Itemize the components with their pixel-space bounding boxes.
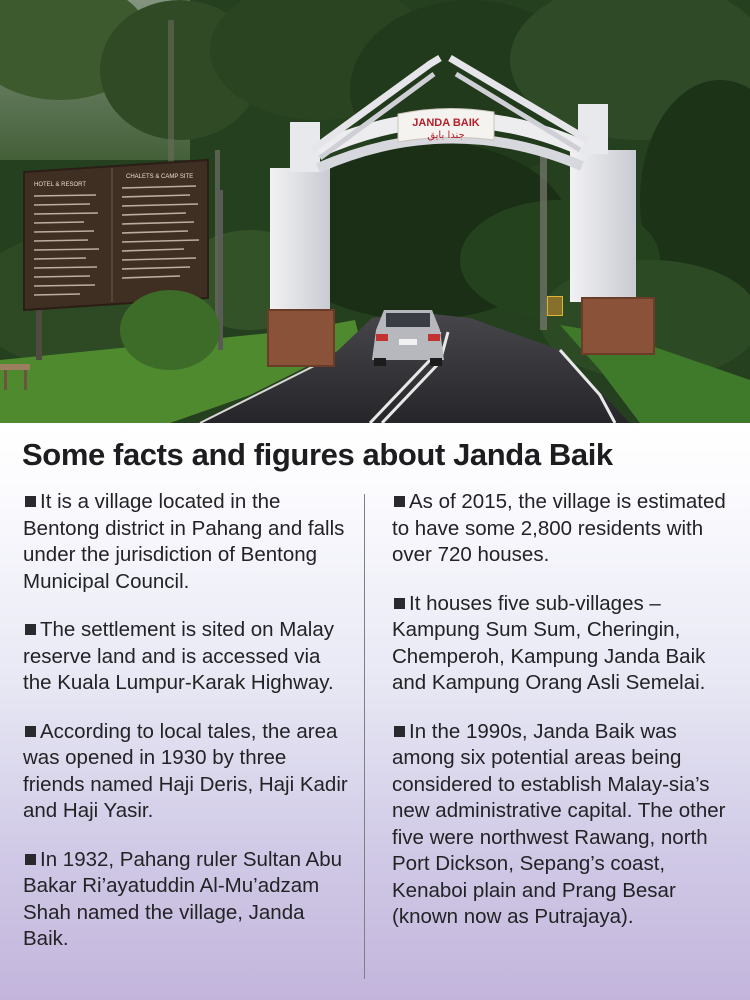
column-divider [364, 494, 365, 979]
fact-item [392, 489, 742, 569]
arch-sign-text: JANDA BAIK [412, 117, 480, 129]
bullet-square-icon [25, 854, 36, 865]
bullet-square-icon [25, 496, 36, 507]
bullet-square-icon [25, 726, 36, 737]
fact-text: It is a village located in the Bentong district in Pahang and falls under the jurisdiction of Bentong Municipal Council. [23, 490, 345, 593]
right-facts-column [392, 489, 742, 953]
fact-item [392, 719, 742, 931]
bullet-square-icon [394, 726, 405, 737]
page-title: Some facts and figures about Janda Baik [22, 437, 613, 472]
board-header-chalets: CHALETS & CAMP SITE [126, 174, 194, 180]
fact-text: According to local tales, the area was opened in 1930 by three friends named Haji Deris, Haji Kadir and Haji Yasir. [23, 719, 348, 822]
fact-item [23, 617, 353, 697]
board-header-hotels: HOTEL & RESORT [34, 182, 87, 188]
bullet-square-icon [394, 598, 405, 609]
left-facts-column [23, 489, 353, 975]
fact-text: It houses five sub-villages – Kampung Sum Sum, Cheringin, Chemperoh, Kampung Janda Baik and Kampung Orang Asli Semelai. [392, 591, 706, 694]
bullet-square-icon [394, 496, 405, 507]
fact-item [392, 591, 742, 697]
fact-text: As of 2015, the village is estimated to have some 2,800 residents with over 720 houses. [392, 490, 726, 566]
arch-sign-jawi: جندا بايق [427, 130, 465, 141]
bullet-square-icon [25, 624, 36, 635]
fact-text: In 1932, Pahang ruler Sultan Abu Bakar Ri’ayatuddin Al-Mu’adzam Shah named the village, Janda Baik. [23, 847, 343, 950]
fact-item [23, 847, 353, 953]
photo-illustration [0, 0, 750, 423]
fact-item [23, 719, 353, 825]
fact-text: The settlement is sited on Malay reserve land and is accessed via the Kuala Lumpur-Karak Highway. [23, 618, 334, 694]
car [372, 310, 444, 366]
fact-item [23, 489, 353, 595]
fact-text: In the 1990s, Janda Baik was among six potential areas being considered to establish Malay-sia’s new administrative capital. The other five were northwest Rawang, north Port Dickson, Sepang’s coast, Kenaboi plain and Prang Besar (known now as Putrajaya). [392, 719, 726, 928]
facts-panel [0, 423, 750, 1000]
village-entrance-photo [0, 0, 750, 423]
